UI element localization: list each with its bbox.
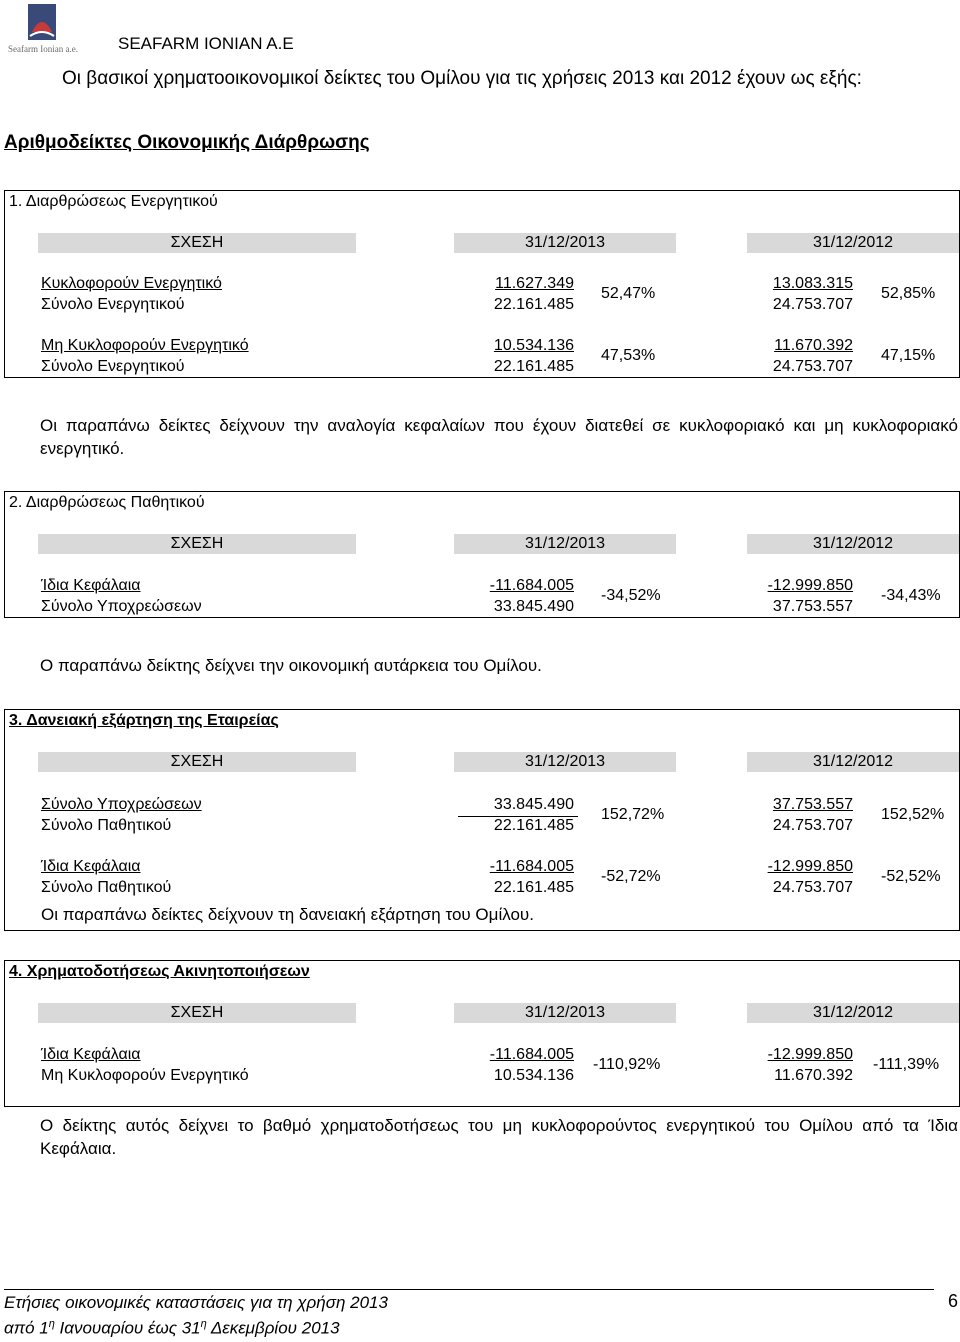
column-header-2013: 31/12/2013 xyxy=(454,752,676,772)
section-title: 2. Διαρθρώσεως Παθητικού xyxy=(9,494,205,511)
value-2013-numerator: 11.627.349 xyxy=(495,275,574,292)
row-label-denominator: Μη Κυκλοφορούν Ενεργητικό xyxy=(41,1067,249,1084)
section-note: Οι παραπάνω δείκτες δείχνουν τη δανειακή εξάρτηση του Ομίλου. xyxy=(41,905,534,924)
section-asset-structure xyxy=(4,190,960,378)
value-2013-denominator: 33.845.490 xyxy=(493,598,574,615)
column-header-2012: 31/12/2012 xyxy=(747,534,959,554)
column-header-2013: 31/12/2013 xyxy=(454,1003,676,1023)
row-label-denominator: Σύνολο Παθητικού xyxy=(41,879,172,896)
section-fixed-asset-financing xyxy=(4,960,960,1107)
footer-period xyxy=(4,1318,340,1339)
value-2013-denominator: 22.161.485 xyxy=(493,296,574,313)
value-2013-numerator: 33.845.490 xyxy=(493,796,574,813)
footer-divider xyxy=(4,1289,934,1290)
value-2012-denominator: 24.753.707 xyxy=(772,358,853,375)
ratio-2012: -111,39% xyxy=(873,1056,940,1073)
value-2013-denominator: 22.161.485 xyxy=(493,879,574,896)
value-2013-numerator: -11.684.005 xyxy=(489,577,574,594)
value-2012-denominator: 24.753.707 xyxy=(772,296,853,313)
row-label-numerator: Ίδια Κεφάλαια xyxy=(41,577,141,594)
value-2013-denominator: 22.161.485 xyxy=(493,358,574,375)
footer-ordinal: η xyxy=(48,1318,55,1330)
value-2012-numerator: -12.999.850 xyxy=(767,1046,853,1063)
ratio-2013: -110,92% xyxy=(593,1056,661,1073)
value-2012-numerator: -12.999.850 xyxy=(767,858,853,875)
value-2013-denominator: 22.161.485 xyxy=(493,817,574,834)
row-label-numerator: Κυκλοφορούν Ενεργητικό xyxy=(41,275,222,292)
ratio-2013: 47,53% xyxy=(601,347,656,364)
section-title: 4. Χρηματοδοτήσεως Ακινητοποιήσεων xyxy=(9,963,310,980)
row-label-denominator: Σύνολο Υποχρεώσεων xyxy=(41,598,202,615)
ratio-2012: 47,15% xyxy=(881,347,936,364)
section-note: Οι παραπάνω δείκτες δείχνουν την αναλογία κεφαλαίων που έχουν διατεθεί σε κυκλοφοριακό και μη κυκλοφοριακό ενεργητικό. xyxy=(40,416,958,458)
ratio-2012: 152,52% xyxy=(881,806,945,823)
row-label-numerator: Ίδια Κεφάλαια xyxy=(41,1046,141,1063)
company-logo xyxy=(2,2,100,58)
intro-text: Οι βασικοί χρηματοοικονομικοί δείκτες του Ομίλου για τις χρήσεις 2013 και 2012 έχουν ως εξής: xyxy=(62,68,862,89)
section-note: Ο δείκτης αυτός δείχνει το βαθμό χρηματοδοτήσεως του μη κυκλοφορούντος ενεργητικού του Ομίλου από τα Ίδια Κεφάλαια. xyxy=(40,1116,958,1158)
footer-title: Ετήσιες οικονομικές καταστάσεις για τη χρήση 2013 xyxy=(4,1293,388,1312)
value-2012-numerator: 11.670.392 xyxy=(774,337,853,354)
value-2012-denominator: 11.670.392 xyxy=(774,1067,853,1084)
footer-period-part: Δεκεμβρίου 2013 xyxy=(206,1318,340,1338)
ratio-2013: 152,72% xyxy=(601,806,665,823)
column-header-2013: 31/12/2013 xyxy=(454,233,676,253)
ratio-2012: -34,43% xyxy=(881,587,941,604)
value-2012-numerator: -12.999.850 xyxy=(767,577,853,594)
ratio-2013: 52,47% xyxy=(601,285,656,302)
row-label-numerator: Σύνολο Υποχρεώσεων xyxy=(41,796,202,813)
page-number: 6 xyxy=(947,1291,958,1311)
column-header-relation: ΣΧΕΣΗ xyxy=(38,233,356,253)
column-header-2012: 31/12/2012 xyxy=(747,233,959,253)
value-2013-numerator: -11.684.005 xyxy=(489,1046,574,1063)
row-label-numerator: Μη Κυκλοφορούν Ενεργητικό xyxy=(41,337,249,354)
column-header-relation: ΣΧΕΣΗ xyxy=(38,534,356,554)
ratio-2012: 52,85% xyxy=(881,285,936,302)
section-liability-structure xyxy=(4,491,960,618)
section-debt-dependency xyxy=(4,709,960,931)
value-2012-numerator: 13.083.315 xyxy=(772,275,853,292)
footer-period-part: από 1 xyxy=(4,1318,49,1338)
value-2013-denominator: 10.534.136 xyxy=(493,1067,574,1084)
value-2012-denominator: 37.753.557 xyxy=(772,598,853,615)
row-label-denominator: Σύνολο Ενεργητικού xyxy=(41,296,185,313)
column-header-2012: 31/12/2012 xyxy=(747,752,959,772)
section-title: 3. Δανειακή εξάρτηση της Εταιρείας xyxy=(9,712,279,729)
value-2012-denominator: 24.753.707 xyxy=(772,817,853,834)
svg-text:Seafarm Ionian a.e.: Seafarm Ionian a.e. xyxy=(8,44,78,54)
value-2013-numerator: 10.534.136 xyxy=(493,337,574,354)
column-header-2013: 31/12/2013 xyxy=(454,534,676,554)
company-name: SEAFARM IONIAN A.E xyxy=(118,34,294,53)
page-heading: Αριθμοδείκτες Οικονομικής Διάρθρωσης xyxy=(4,132,370,153)
row-label-denominator: Σύνολο Ενεργητικού xyxy=(41,358,185,375)
ratio-2013: -34,52% xyxy=(601,587,661,604)
section-note: Ο παραπάνω δείκτης δείχνει την οικονομική αυτάρκεια του Ομίλου. xyxy=(40,656,542,675)
row-label-numerator: Ίδια Κεφάλαια xyxy=(41,858,141,875)
ratio-2012: -52,52% xyxy=(881,868,941,885)
value-2012-numerator: 37.753.557 xyxy=(772,796,853,813)
column-header-relation: ΣΧΕΣΗ xyxy=(38,1003,356,1023)
value-2012-denominator: 24.753.707 xyxy=(772,879,853,896)
footer-period-part: Ιανουαρίου έως 31 xyxy=(54,1318,201,1338)
row-label-denominator: Σύνολο Παθητικού xyxy=(41,817,172,834)
footer-ordinal: η xyxy=(200,1318,207,1330)
ratio-2013: -52,72% xyxy=(601,868,661,885)
section-title: 1. Διαρθρώσεως Ενεργητικού xyxy=(9,193,218,210)
column-header-relation: ΣΧΕΣΗ xyxy=(38,752,356,772)
value-2013-numerator: -11.684.005 xyxy=(489,858,574,875)
column-header-2012: 31/12/2012 xyxy=(747,1003,959,1023)
